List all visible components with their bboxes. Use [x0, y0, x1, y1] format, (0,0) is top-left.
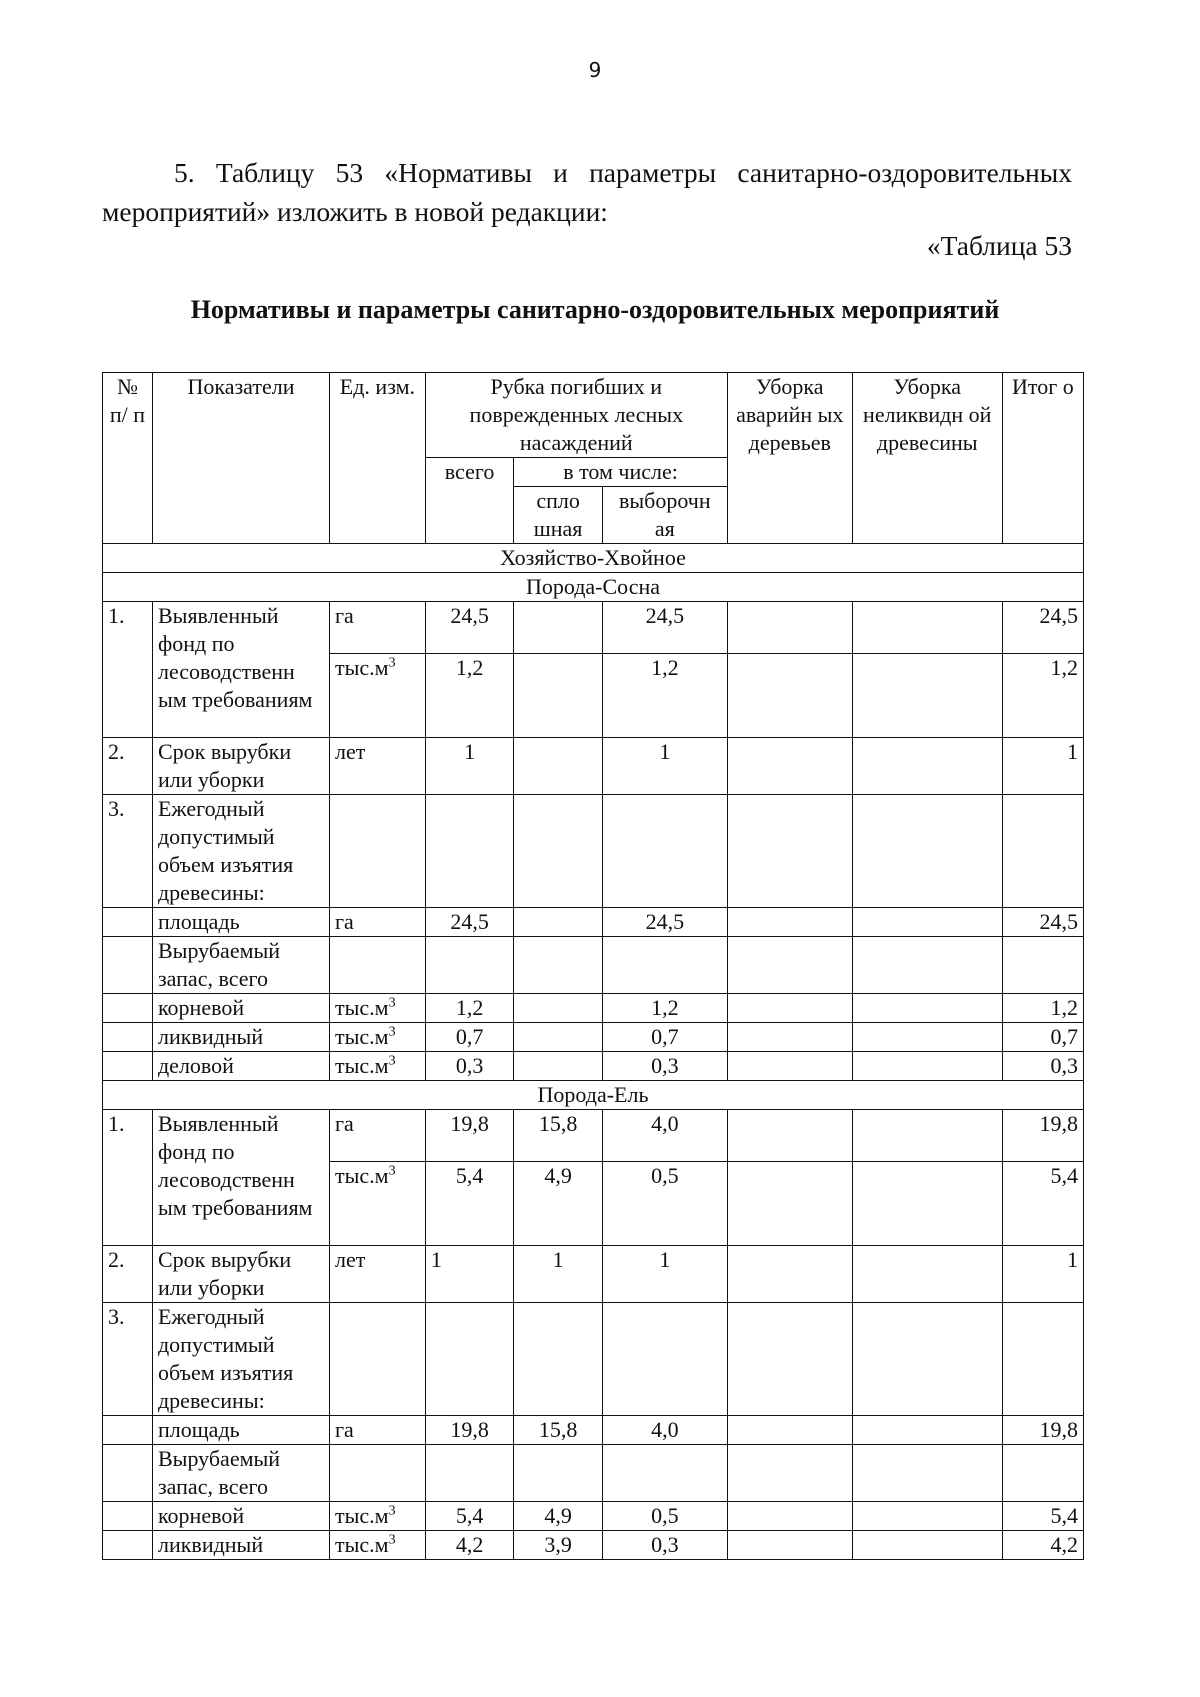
- value-clear: [514, 602, 603, 654]
- unit-cell: лет: [330, 738, 426, 795]
- value-emergency: [727, 738, 852, 795]
- value-clear: 4,9: [514, 1502, 603, 1531]
- indicator-label: Выявленный фонд по лесоводственн ым требованиям: [152, 602, 329, 738]
- unit-cell: га: [330, 908, 426, 937]
- value-itogo: 5,4: [1002, 1162, 1083, 1246]
- value-itogo: 0,3: [1002, 1052, 1083, 1081]
- value-illiquid: [852, 1023, 1002, 1052]
- value-clear: 4,9: [514, 1162, 603, 1246]
- value-itogo: 4,2: [1002, 1531, 1083, 1560]
- indicator-label: Ежегодный допустимый объем изъятия древесины:: [152, 795, 329, 908]
- value-itogo: 24,5: [1002, 602, 1083, 654]
- value-illiquid: [852, 654, 1002, 738]
- unit-cell: $тыс.м^3$: [330, 994, 426, 1023]
- indicator-label: Выявленный фонд по лесоводственн ым требованиям: [152, 1110, 329, 1246]
- section-row: [103, 1081, 1084, 1110]
- value-clear: 15,8: [514, 1416, 603, 1445]
- value-emergency: [727, 1052, 852, 1081]
- value-total: 24,5: [425, 602, 514, 654]
- value-total: 1,2: [425, 654, 514, 738]
- value-selective: 0,3: [602, 1531, 727, 1560]
- value-total: 0,7: [425, 1023, 514, 1052]
- section-spruce: Порода-Ель: [103, 1081, 1084, 1110]
- value-selective: 0,7: [602, 1023, 727, 1052]
- header-illiquid: Уборка неликвидн ой древесины: [852, 373, 1002, 544]
- value-total: 5,4: [425, 1162, 514, 1246]
- value-illiquid: [852, 1052, 1002, 1081]
- value-selective: 24,5: [602, 908, 727, 937]
- value-selective: 4,0: [602, 1110, 727, 1162]
- value-illiquid: [852, 1162, 1002, 1246]
- value-illiquid: [852, 1110, 1002, 1162]
- indicator-label: деловой: [152, 1052, 329, 1081]
- value-total: 19,8: [425, 1416, 514, 1445]
- value-clear: 1: [514, 1246, 603, 1303]
- section-pine: Порода-Сосна: [103, 573, 1084, 602]
- table-row: [103, 908, 1084, 937]
- table-row: [103, 1246, 1084, 1303]
- table-row: [103, 1445, 1084, 1502]
- section-row: [103, 544, 1084, 573]
- header-unit: Ед. изм.: [330, 373, 426, 544]
- value-illiquid: [852, 1416, 1002, 1445]
- value-itogo: 1: [1002, 738, 1083, 795]
- value-emergency: [727, 1023, 852, 1052]
- value-illiquid: [852, 1502, 1002, 1531]
- row-number: 2.: [103, 1246, 153, 1303]
- value-total: 5,4: [425, 1502, 514, 1531]
- indicator-label: корневой: [152, 994, 329, 1023]
- header-indicators: Показатели: [152, 373, 329, 544]
- indicator-label: площадь: [152, 908, 329, 937]
- value-clear: [514, 994, 603, 1023]
- value-emergency: [727, 994, 852, 1023]
- norms-table: [102, 372, 1084, 1560]
- table-row: [103, 1110, 1084, 1162]
- unit-cell: лет: [330, 1246, 426, 1303]
- unit-cell: $тыс.м^3$: [330, 1531, 426, 1560]
- table-row: [103, 738, 1084, 795]
- unit-cell: $тыс.м^3$: [330, 1162, 426, 1246]
- unit-cell: $тыс.м^3$: [330, 1023, 426, 1052]
- header-itogo: Итог о: [1002, 373, 1083, 544]
- value-illiquid: [852, 908, 1002, 937]
- value-clear: 3,9: [514, 1531, 603, 1560]
- indicator-label: Срок вырубки или уборки: [152, 738, 329, 795]
- table-row: [103, 1531, 1084, 1560]
- row-number: 1.: [103, 602, 153, 738]
- value-emergency: [727, 1502, 852, 1531]
- value-emergency: [727, 908, 852, 937]
- value-selective: 1: [602, 738, 727, 795]
- value-itogo: 1,2: [1002, 994, 1083, 1023]
- value-total: 0,3: [425, 1052, 514, 1081]
- header-emergency: Уборка аварийн ых деревьев: [727, 373, 852, 544]
- table-row: [103, 994, 1084, 1023]
- row-number: 3.: [103, 1303, 153, 1416]
- table-row: [103, 937, 1084, 994]
- value-itogo: 19,8: [1002, 1110, 1083, 1162]
- value-clear: [514, 738, 603, 795]
- table-row: [103, 1502, 1084, 1531]
- unit-cell: $тыс.м^3$: [330, 654, 426, 738]
- indicator-label: Ежегодный допустимый объем изъятия древесины:: [152, 1303, 329, 1416]
- value-illiquid: [852, 1246, 1002, 1303]
- value-emergency: [727, 654, 852, 738]
- intro-paragraph: [102, 153, 1072, 231]
- value-total: 1: [425, 1246, 514, 1303]
- table-row: [103, 1416, 1084, 1445]
- value-selective: 1,2: [602, 654, 727, 738]
- row-number: 3.: [103, 795, 153, 908]
- table-reference: «Таблица 53: [926, 230, 1072, 261]
- indicator-label: Вырубаемый запас, всего: [152, 1445, 329, 1502]
- indicator-label: площадь: [152, 1416, 329, 1445]
- value-emergency: [727, 1531, 852, 1560]
- value-illiquid: [852, 738, 1002, 795]
- header-incl: в том числе:: [514, 458, 727, 487]
- value-clear: [514, 654, 603, 738]
- table-title: Нормативы и параметры санитарно-оздоровительных мероприятий: [190, 295, 1000, 324]
- table-row: [103, 795, 1084, 908]
- unit-cell: га: [330, 1416, 426, 1445]
- row-number: 1.: [103, 1110, 153, 1246]
- value-emergency: [727, 602, 852, 654]
- value-illiquid: [852, 1531, 1002, 1560]
- header-selective: выборочн ая: [602, 487, 727, 544]
- indicator-label: корневой: [152, 1502, 329, 1531]
- value-itogo: 1,2: [1002, 654, 1083, 738]
- indicator-label: Вырубаемый запас, всего: [152, 937, 329, 994]
- section-farm: Хозяйство-Хвойное: [103, 544, 1084, 573]
- value-selective: 1: [602, 1246, 727, 1303]
- table-row: [103, 602, 1084, 654]
- value-selective: 0,3: [602, 1052, 727, 1081]
- value-total: 19,8: [425, 1110, 514, 1162]
- indicator-label: ликвидный: [152, 1531, 329, 1560]
- row-number: 2.: [103, 738, 153, 795]
- header-total: всего: [425, 458, 514, 544]
- value-clear: [514, 908, 603, 937]
- value-clear: [514, 1023, 603, 1052]
- value-itogo: 1: [1002, 1246, 1083, 1303]
- section-row: [103, 573, 1084, 602]
- value-emergency: [727, 1110, 852, 1162]
- value-selective: 4,0: [602, 1416, 727, 1445]
- value-total: 1: [425, 738, 514, 795]
- value-itogo: 19,8: [1002, 1416, 1083, 1445]
- value-total: 4,2: [425, 1531, 514, 1560]
- value-clear: 15,8: [514, 1110, 603, 1162]
- page-number: 9: [588, 58, 602, 82]
- unit-cell: га: [330, 602, 426, 654]
- indicator-label: ликвидный: [152, 1023, 329, 1052]
- value-selective: 0,5: [602, 1162, 727, 1246]
- indicator-label: Срок вырубки или уборки: [152, 1246, 329, 1303]
- value-emergency: [727, 1246, 852, 1303]
- value-itogo: 5,4: [1002, 1502, 1083, 1531]
- value-total: 24,5: [425, 908, 514, 937]
- table-row: [103, 1303, 1084, 1416]
- header-felling: Рубка погибших и поврежденных лесных насаждений: [425, 373, 727, 458]
- value-selective: 24,5: [602, 602, 727, 654]
- value-illiquid: [852, 994, 1002, 1023]
- header-row: [103, 373, 1084, 458]
- unit-cell: га: [330, 1110, 426, 1162]
- intro-text: 5. Таблицу 53 «Нормативы и параметры санитарно-оздоровительных мероприятий» изложить в новой редакции:: [102, 157, 1072, 227]
- unit-cell: $тыс.м^3$: [330, 1502, 426, 1531]
- value-selective: 0,5: [602, 1502, 727, 1531]
- value-emergency: [727, 1416, 852, 1445]
- value-selective: 1,2: [602, 994, 727, 1023]
- header-num: № п/ п: [103, 373, 153, 544]
- header-clear: спло шная: [514, 487, 603, 544]
- value-emergency: [727, 1162, 852, 1246]
- value-itogo: 0,7: [1002, 1023, 1083, 1052]
- table-row: [103, 1023, 1084, 1052]
- value-illiquid: [852, 602, 1002, 654]
- value-itogo: 24,5: [1002, 908, 1083, 937]
- value-clear: [514, 1052, 603, 1081]
- unit-cell: $тыс.м^3$: [330, 1052, 426, 1081]
- value-total: 1,2: [425, 994, 514, 1023]
- table-row: [103, 1052, 1084, 1081]
